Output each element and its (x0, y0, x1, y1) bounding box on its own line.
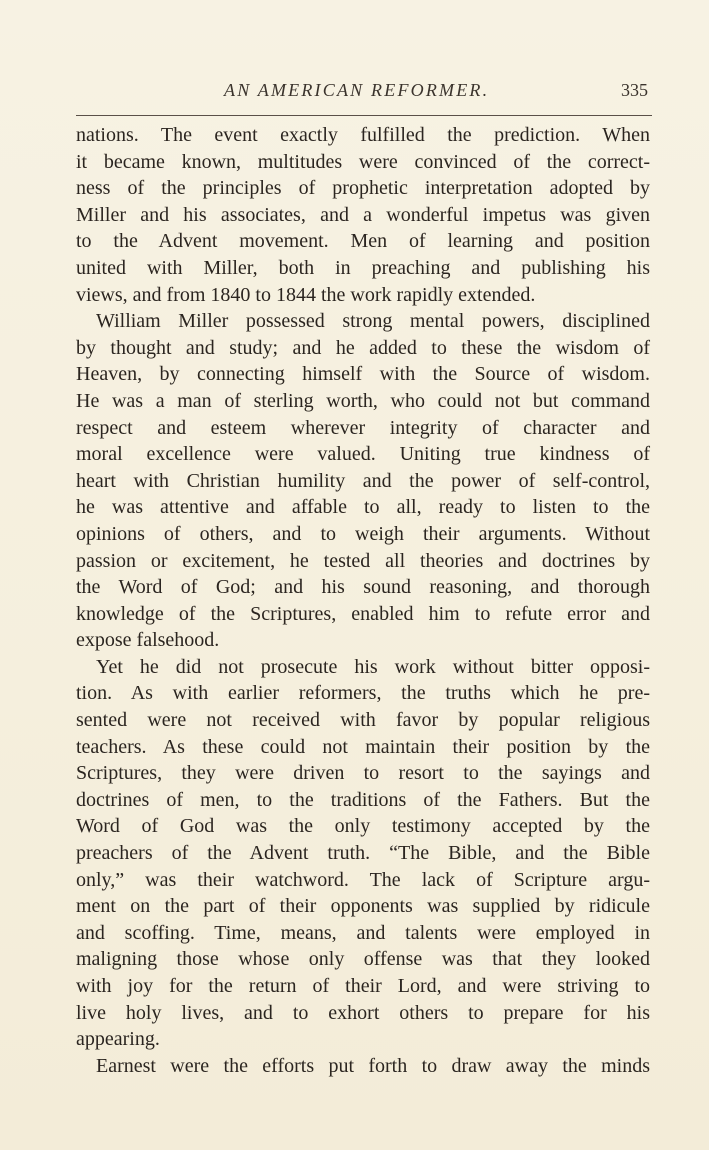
text-line: sented were not received with favor by popular religious (76, 709, 650, 732)
running-title: AN AMERICAN REFORMER. (224, 80, 490, 100)
text-line: Scriptures, they were driven to resort to the sayings and (76, 762, 650, 785)
text-line: Yet he did not prosecute his work without bitter opposi- (96, 655, 650, 678)
text-line: united with Miller, both in preaching and publishing his (76, 256, 650, 279)
text-line: tion. As with earlier reformers, the truths which he pre- (76, 682, 650, 705)
text-line: heart with Christian humility and the power of self-control, (76, 469, 650, 492)
header-rule (76, 115, 652, 116)
text-line: to the Advent movement. Men of learning and position (76, 230, 650, 253)
text-line: Word of God was the only testimony accepted by the (76, 815, 650, 838)
text-line: Miller and his associates, and a wonderful impetus was given (76, 203, 650, 226)
text-line: moral excellence were valued. Uniting true kindness of (76, 443, 650, 466)
text-line: William Miller possessed strong mental powers, disciplined (96, 310, 650, 333)
text-line: Heaven, by connecting himself with the Source of wisdom. (76, 363, 650, 386)
text-line: ness of the principles of prophetic interpretation adopted by (76, 177, 650, 200)
text-line: passion or excitement, he tested all theories and doctrines by (76, 549, 650, 572)
text-line: expose falsehood. (76, 629, 220, 652)
text-line: respect and esteem wherever integrity of character and (76, 416, 650, 439)
text-line: preachers of the Advent truth. “The Bible, and the Bible (76, 842, 650, 865)
text-line: by thought and study; and he added to these the wisdom of (76, 336, 650, 359)
text-line: he was attentive and affable to all, ready to listen to the (76, 496, 650, 519)
text-line: views, and from 1840 to 1844 the work rapidly extended. (76, 283, 536, 306)
text-line: nations. The event exactly fulfilled the prediction. When (76, 124, 650, 146)
text-line: ment on the part of their opponents was supplied by ridicule (76, 895, 650, 918)
text-line: Earnest were the efforts put forth to draw away the minds (96, 1054, 650, 1077)
text-line: doctrines of men, to the traditions of the Fathers. But the (76, 788, 650, 811)
text-line: live holy lives, and to exhort others to prepare for his (76, 1001, 650, 1024)
page-number: 335 (621, 80, 648, 100)
text-line: with joy for the return of their Lord, and were striving to (76, 975, 650, 997)
text-line: the Word of God; and his sound reasoning, and thorough (76, 576, 650, 599)
text-line: it became known, multitudes were convinced of the correct- (76, 150, 650, 173)
text-line: opinions of others, and to weigh their arguments. Without (76, 522, 650, 545)
body-text (76, 122, 650, 1079)
text-line: and scoffing. Time, means, and talents were employed in (76, 921, 650, 944)
page-header (76, 80, 652, 110)
text-line: only,” was their watchword. The lack of Scripture argu- (76, 868, 650, 891)
text-line: appearing. (76, 1028, 160, 1051)
text-line: He was a man of sterling worth, who could not but command (76, 389, 650, 412)
text-line: maligning those whose only offense was that they looked (76, 948, 650, 971)
text-line: knowledge of the Scriptures, enabled him to refute error and (76, 602, 650, 625)
text-line: teachers. As these could not maintain their position by the (76, 735, 650, 758)
